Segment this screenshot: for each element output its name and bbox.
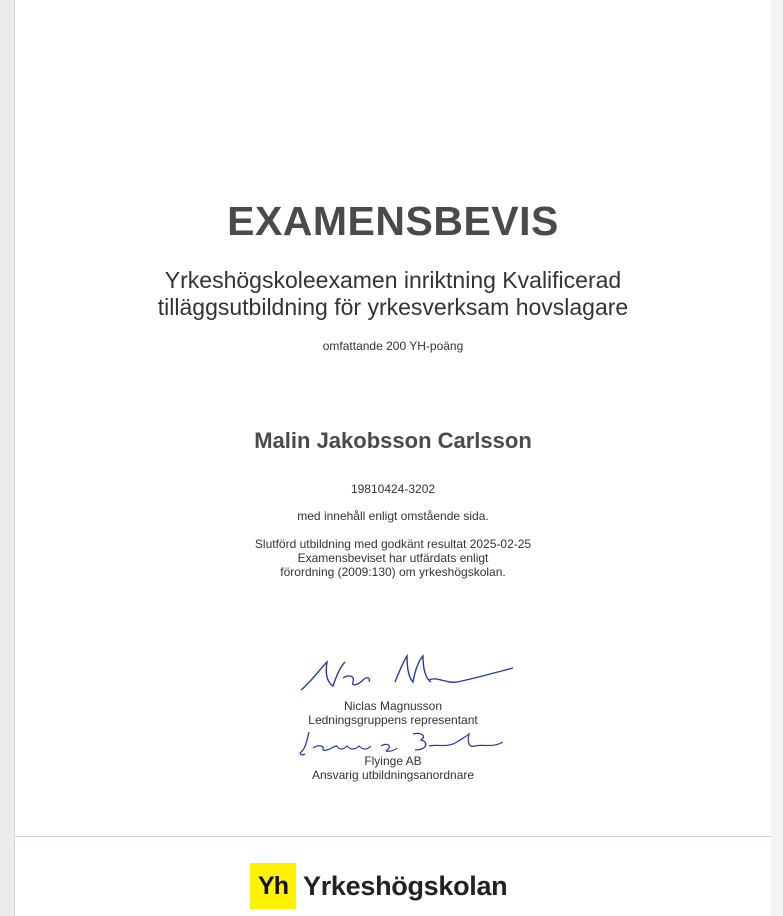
- logo-text: Yrkeshögskolan: [303, 870, 508, 901]
- certificate-page: [14, 0, 772, 916]
- completion-block: [15, 537, 771, 579]
- completion-line-3: förordning (2009:130) om yrkeshögskolan.: [280, 565, 506, 579]
- program-subtitle: [15, 267, 771, 321]
- signer-2-org: Flyinge AB: [364, 754, 422, 768]
- signature-1-image: [297, 652, 517, 697]
- points-text: omfattande 200 YH-poäng: [322, 339, 464, 353]
- content-note: med innehåll enligt omstående sida.: [297, 509, 489, 523]
- subtitle-line-1: Yrkeshögskoleexamen inriktning Kvalificerad: [164, 267, 622, 293]
- viewer-scroll-gutter[interactable]: [771, 0, 783, 916]
- recipient-name: Malin Jakobsson Carlsson: [254, 428, 532, 453]
- completion-line-1: Slutförd utbildning med godkänt resultat 2025-02-25: [254, 537, 532, 551]
- subtitle-line-2: tilläggsutbildning för yrkesverksam hovslagare: [157, 294, 629, 320]
- yrkeshogskolan-logo: [250, 863, 507, 909]
- signer-1-role: Ledningsgruppens representant: [308, 713, 478, 727]
- personal-number: 19810424-3202: [350, 482, 436, 496]
- logo-mark: Yh: [250, 863, 296, 909]
- footer-divider: [15, 836, 771, 837]
- signer-1-block: [15, 699, 771, 727]
- signer-2-role: Ansvarig utbildningsanordnare: [311, 768, 475, 782]
- document-title: EXAMENSBEVIS: [227, 198, 559, 244]
- completion-line-2: Examensbeviset har utfärdats enligt: [297, 551, 489, 565]
- signer-1-name: Niclas Magnusson: [343, 699, 443, 713]
- signer-2-block: [15, 754, 771, 782]
